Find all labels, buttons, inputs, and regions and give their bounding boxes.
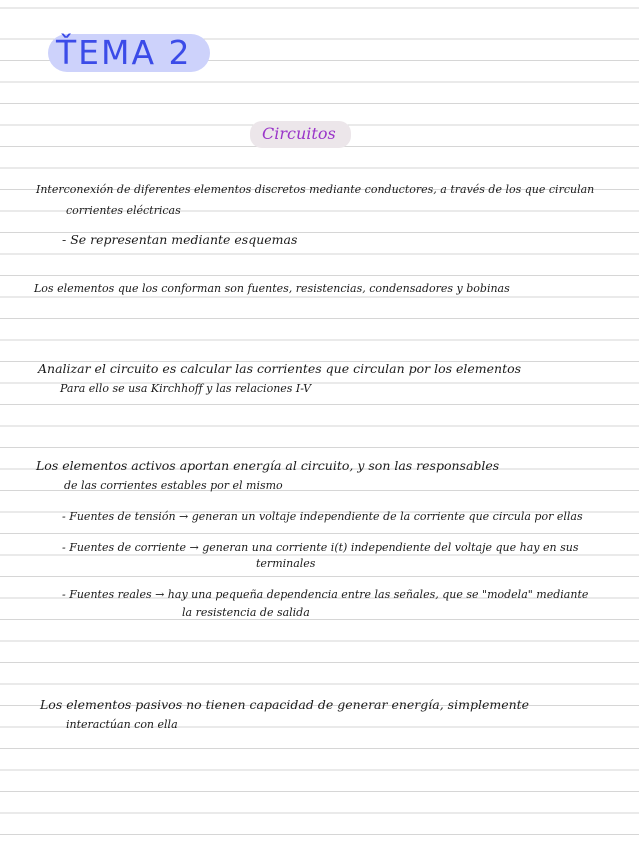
note-p4-bullet1: - Fuentes de tensión → generan un voltaje independiente de la corriente que circula por ellas [62,510,583,523]
note-p1-line1: Interconexión de diferentes elementos discretos mediante conductores, a través de los que circulan [36,183,595,196]
note-p1-line2: corrientes eléctricas [66,204,181,217]
note-p5-line1: Los elementos pasivos no tienen capacidad de generar energía, simplemente [40,697,530,712]
page-title: ŤEMA 2 [56,33,192,72]
note-p4-line1: Los elementos activos aportan energía al circuito, y son las responsables [36,458,500,473]
note-p4-bullet2-line2: terminales [256,557,316,570]
note-p4-bullet3-line1: - Fuentes reales → hay una pequeña dependencia entre las señales, que se "modela" mediante [62,588,589,601]
note-p4-line2: de las corrientes estables por el mismo [64,479,283,492]
note-p4-bullet2-line1: - Fuentes de corriente → generan una corriente i(t) independiente del voltaje que hay en sus [62,541,579,554]
section-subtitle: Circuitos [262,124,336,143]
note-p3-line1: Analizar el circuito es calcular las corrientes que circulan por los elementos [38,361,522,376]
note-p3-line2: Para ello se usa Kirchhoff y las relaciones I-V [60,382,312,395]
note-p2: Los elementos que los conforman son fuentes, resistencias, condensadores y bobinas [34,282,510,295]
note-p1-bullet: - Se representan mediante esquemas [62,232,298,247]
note-p4-bullet3-line2: la resistencia de salida [182,606,310,619]
note-p5-line2: interactúan con ella [66,718,178,731]
